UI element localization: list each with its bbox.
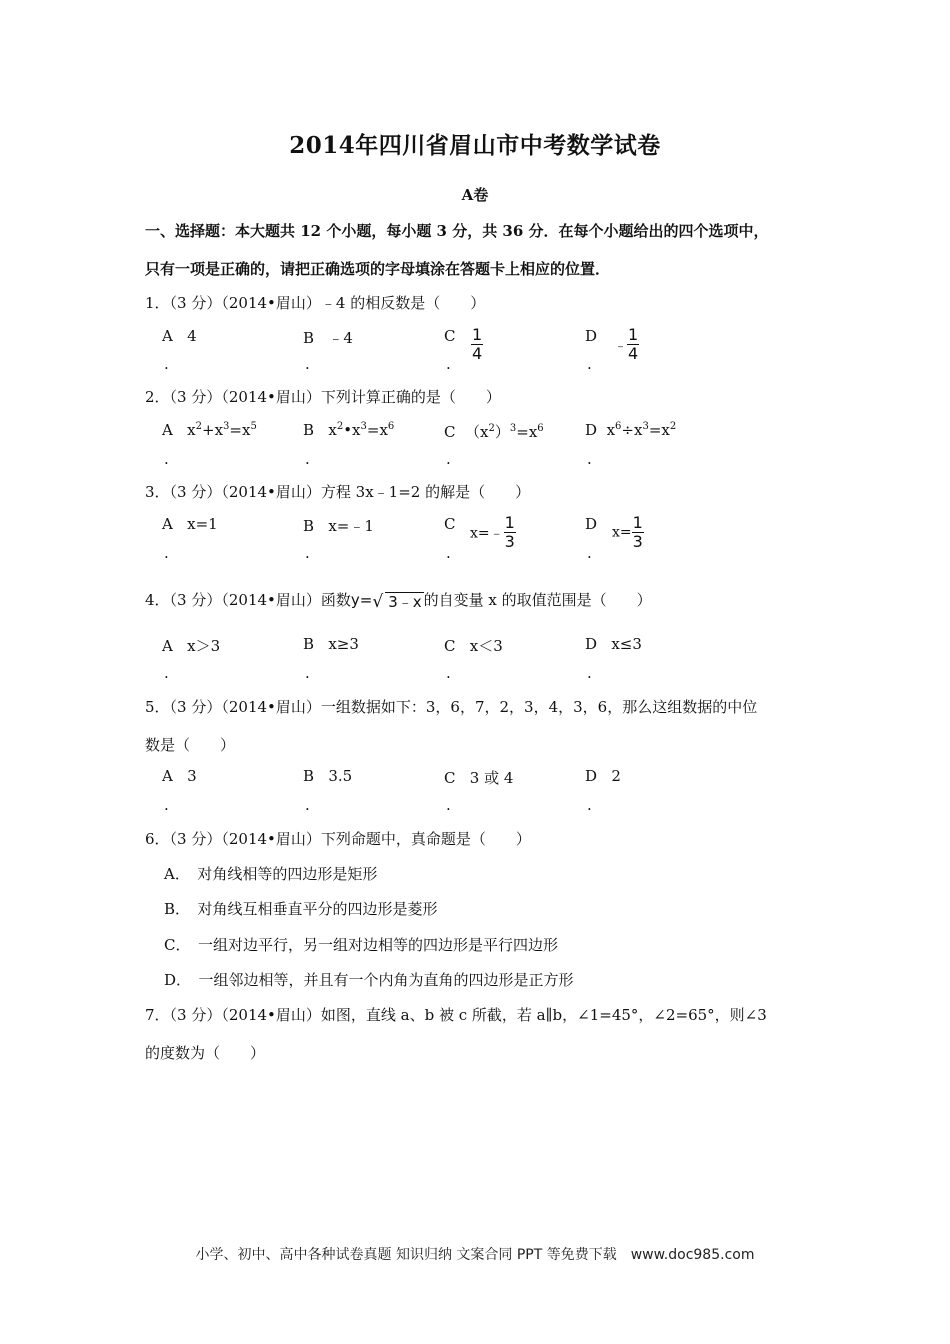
q2-option-d: D $x^6\div x^3=x^2$ bbox=[585, 421, 677, 439]
q2-dot-d: . bbox=[587, 450, 592, 468]
q6-option-d: D． 一组邻边相等，并且有一个内角为直角的四边形是正方形 bbox=[164, 971, 574, 989]
q1-dot-d: . bbox=[587, 355, 592, 373]
q2-dot-b: . bbox=[305, 450, 310, 468]
q5-dot-d: . bbox=[587, 796, 592, 814]
question-2-stem: 2．（3 分）（2014•眉山）下列计算正确的是（ ） bbox=[145, 388, 501, 406]
question-7-stem-line2: 的度数为（ ） bbox=[145, 1044, 266, 1062]
q4-dot-d: . bbox=[587, 664, 592, 682]
q2-option-b: B $x^2•x^3=x^6$ bbox=[303, 421, 395, 439]
q3-dot-c: . bbox=[446, 544, 451, 562]
q3-dot-b: . bbox=[305, 544, 310, 562]
q3-option-d: D bbox=[585, 515, 598, 533]
page-title: 2014年四川省眉山市中考数学试卷 bbox=[289, 132, 661, 159]
page-footer: 小学、初中、高中各种试卷真题 知识归纳 文案合同 PPT 等免费下载 www.doc985.com bbox=[195, 1247, 755, 1263]
question-3-stem: 3．（3 分）（2014•眉山）方程 3x﹣1=2 的解是（ ） bbox=[145, 483, 531, 501]
q6-option-c: C． 一组对边平行，另一组对边相等的四边形是平行四边形 bbox=[164, 936, 558, 954]
q2-dot-c: . bbox=[446, 450, 451, 468]
q5-option-b: B 3.5 bbox=[303, 767, 353, 785]
q1-option-c-fraction: $\frac{1}{4}$ bbox=[472, 325, 483, 363]
q6-option-b: B． 对角线互相垂直平分的四边形是菱形 bbox=[164, 900, 438, 918]
q1-option-d-fraction: ﹣ $\frac{1}{4}$ bbox=[614, 325, 639, 363]
q3-option-a: A x=1 bbox=[162, 515, 218, 533]
q5-dot-b: . bbox=[305, 796, 310, 814]
q2-option-c: C $(x^2)^3=x^6$ bbox=[444, 423, 544, 441]
q6-option-a: A． 对角线相等的四边形是矩形 bbox=[164, 865, 378, 883]
q3-dot-d: . bbox=[587, 544, 592, 562]
sqrt-expression: √ 3﹣x bbox=[372, 591, 422, 612]
q4-option-b: B x≥3 bbox=[303, 635, 359, 653]
q1-option-c: C bbox=[444, 327, 456, 345]
q3-option-d-value: x= $\frac{1}{3}$ bbox=[612, 513, 643, 551]
q4-option-a: A x＞3 bbox=[162, 637, 221, 655]
q1-dot-a: . bbox=[164, 355, 169, 373]
q1-option-a: A 4 bbox=[162, 327, 197, 345]
question-1-stem: 1．（3 分）（2014•眉山）﹣4 的相反数是（ ） bbox=[145, 294, 486, 312]
q3-option-c-value: x=﹣ $\frac{1}{3}$ bbox=[470, 513, 515, 551]
section-heading-line1: 一、选择题：本大题共 12 个小题，每小题 3 分，共 36 分．在每个小题给出的四个选项中， bbox=[145, 222, 769, 240]
question-4-stem: 4．（3 分）（2014•眉山）函数y=√ 3﹣x 的自变量 x 的取值范围是（ ） bbox=[145, 591, 652, 612]
q4-option-c: C x＜3 bbox=[444, 637, 503, 655]
question-5-stem-line2: 数是（ ） bbox=[145, 736, 236, 754]
q1-option-d: D bbox=[585, 327, 598, 345]
q1-dot-b: . bbox=[305, 355, 310, 373]
q1-option-b: B ﹣4 bbox=[303, 329, 353, 347]
q4-option-d: D x≤3 bbox=[585, 635, 642, 653]
question-6-stem: 6．（3 分）（2014•眉山）下列命题中，真命题是（ ） bbox=[145, 830, 531, 848]
q4-dot-a: . bbox=[164, 664, 169, 682]
q5-option-c: C 3 或 4 bbox=[444, 769, 514, 787]
q5-option-d: D 2 bbox=[585, 767, 621, 785]
q2-dot-a: . bbox=[164, 450, 169, 468]
q5-option-a: A 3 bbox=[162, 767, 197, 785]
q1-dot-c: . bbox=[446, 355, 451, 373]
q4-dot-b: . bbox=[305, 664, 310, 682]
q5-dot-a: . bbox=[164, 796, 169, 814]
q3-option-b: B x=﹣1 bbox=[303, 517, 374, 535]
q5-dot-c: . bbox=[446, 796, 451, 814]
q2-option-a: A $x^2+x^3=x^5$ bbox=[162, 421, 257, 439]
q3-dot-a: . bbox=[164, 544, 169, 562]
q3-option-c: C bbox=[444, 515, 456, 533]
question-5-stem-line1: 5．（3 分）（2014•眉山）一组数据如下：3，6，7，2，3，4，3，6，那么这组数据的中位 bbox=[145, 698, 758, 716]
q4-dot-c: . bbox=[446, 664, 451, 682]
section-heading-line2: 只有一项是正确的，请把正确选项的字母填涂在答题卡上相应的位置． bbox=[145, 260, 611, 278]
question-7-stem-line1: 7．（3 分）（2014•眉山）如图，直线 a、b 被 c 所截，若 a∥b，∠1=45°，∠2=65°，则∠3 bbox=[145, 1006, 767, 1024]
page-subtitle: A卷 bbox=[461, 186, 489, 204]
